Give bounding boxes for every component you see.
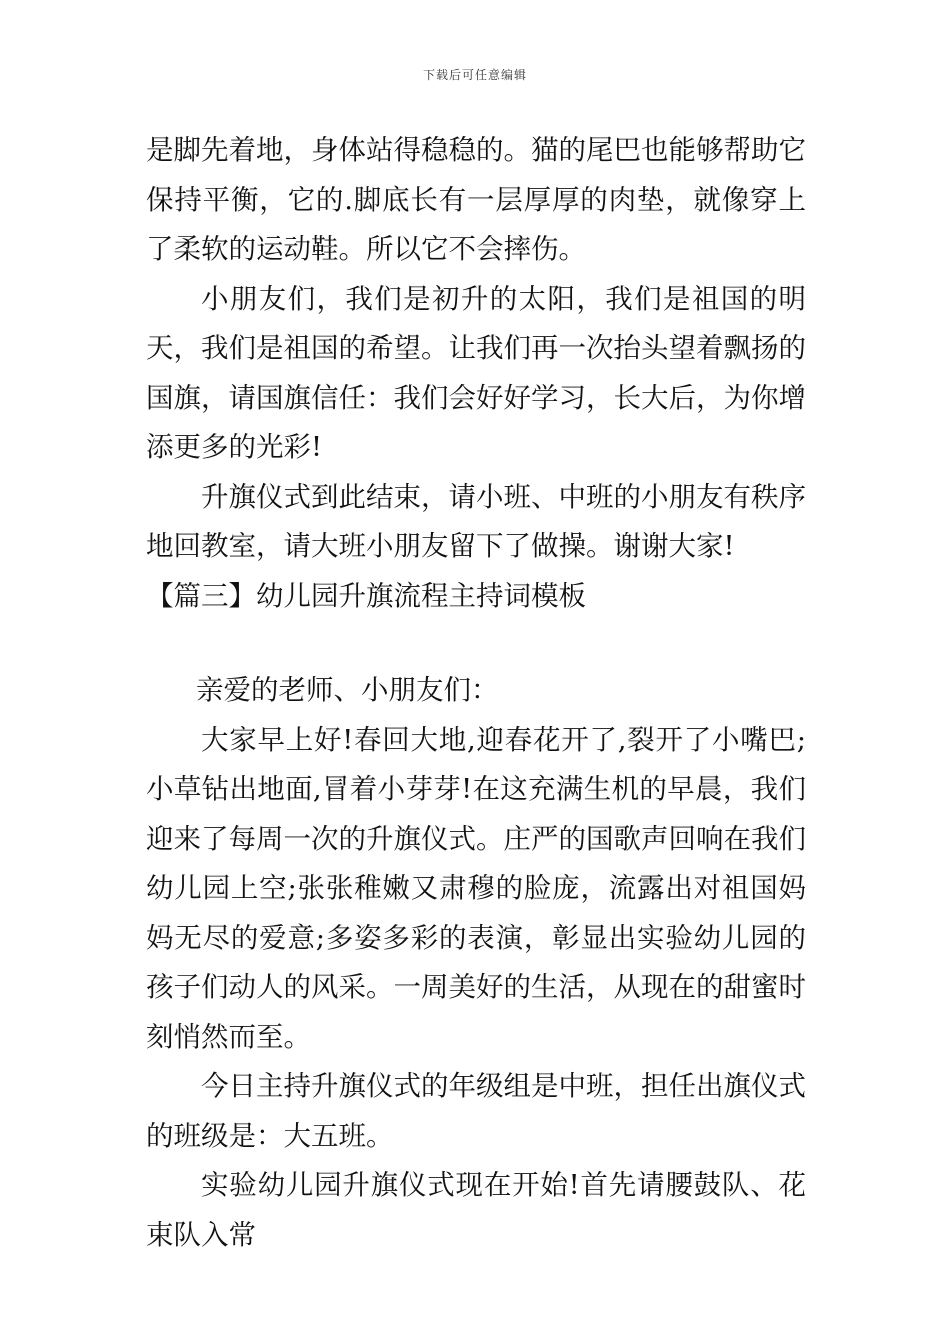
paragraph-rising-sun: 小朋友们，我们是初升的太阳，我们是祖国的明天，我们是祖国的希望。让我们再一次抬头望着飘扬的国旗，请国旗信任：我们会好好学习，长大后，为你增添更多的光彩! (146, 282, 806, 463)
paragraph-morning-greeting: 大家早上好!春回大地,迎春花开了,裂开了小嘴巴;小草钻出地面,冒着小芽芽!在这充满生机的早晨，我们迎来了每周一次的升旗仪式。庄严的国歌声回响在我们幼儿园上空;张张稚嫩又肃穆的脸庞，流露出对祖国妈妈无尽的爱意;多姿多彩的表演，彰显出实验幼儿园的孩子们动人的风采。一周美好的生活，从现在的甜蜜时刻悄然而至。 (146, 723, 806, 1053)
section-heading: 【篇三】幼儿园升旗流程主持词模板 (146, 579, 586, 612)
section-spacer (146, 621, 806, 666)
header-note: 下载后可任意编辑 (422, 68, 527, 82)
paragraph-cat-landing: 是脚先着地，身体站得稳稳的。猫的尾巴也能够帮助它保持平衡，它的.脚底长有一层厚厚的肉垫，就像穿上了柔软的运动鞋。所以它不会摔伤。 (146, 134, 806, 265)
paragraph-host-class: 今日主持升旗仪式的年级组是中班，担任出旗仪式的班级是：大五班。 (146, 1070, 806, 1152)
paragraph-ceremony-end: 升旗仪式到此结束，请小班、中班的小朋友有秩序地回教室，请大班小朋友留下了做操。谢谢大家! (146, 480, 806, 562)
salutation: 亲爱的老师、小朋友们： (196, 674, 499, 706)
paragraph-ceremony-start: 实验幼儿园升旗仪式现在开始!首先请腰鼓队、花束队入常 (146, 1169, 806, 1251)
document-body (146, 126, 806, 1260)
